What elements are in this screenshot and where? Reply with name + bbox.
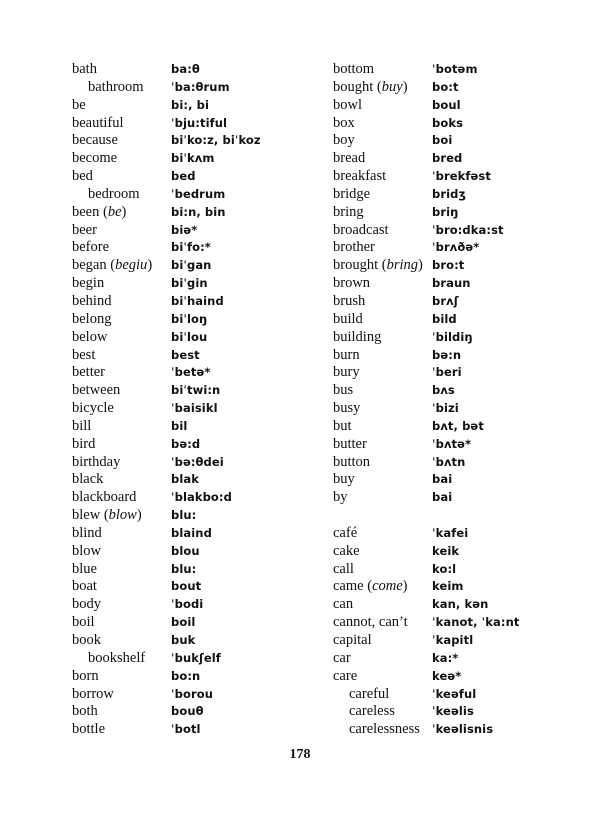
pronunciation: biˈloŋ xyxy=(171,311,208,326)
headword-text: behind xyxy=(72,292,112,309)
pronunciation: kan, kən xyxy=(432,597,489,612)
headword xyxy=(333,168,386,186)
headword xyxy=(72,489,136,507)
headword xyxy=(72,115,124,133)
pronunciation: bro:t xyxy=(432,258,465,273)
pronunciation: ˈborou xyxy=(171,686,214,701)
pronunciation: boks xyxy=(432,115,464,130)
headword-text: capital xyxy=(333,632,372,648)
headword-text: bicycle xyxy=(72,400,114,417)
pronunciation: bai xyxy=(432,490,453,505)
pronunciation: braun xyxy=(432,276,471,291)
pronunciation: ˈbʌtə* xyxy=(432,436,472,451)
headword-text: bird xyxy=(72,435,96,452)
headword xyxy=(72,632,101,650)
pronunciation: ˈbro:dka:st xyxy=(432,222,504,237)
headword-text: black xyxy=(72,471,104,488)
headword xyxy=(72,668,99,686)
headword xyxy=(72,721,105,739)
headword-text: brown xyxy=(333,275,371,292)
headword xyxy=(333,97,362,115)
headword-text: beer xyxy=(72,221,97,238)
headword-text: busy xyxy=(333,400,361,417)
pronunciation: ˈkafei xyxy=(432,525,469,540)
headword-text: can xyxy=(333,596,354,613)
headword-text: borrow xyxy=(72,685,114,702)
pronunciation: blak xyxy=(171,472,199,487)
headword-text: better xyxy=(72,364,106,381)
headword xyxy=(333,400,360,418)
pronunciation: bo:t xyxy=(432,79,459,94)
pronunciation: ˈkeəlisnis xyxy=(432,722,494,737)
headword-text: begin xyxy=(72,275,105,292)
pronunciation: bi:, bi xyxy=(171,97,210,112)
headword-text: be xyxy=(72,96,86,113)
headword-text: bathroom xyxy=(88,78,144,95)
headword-text: bath xyxy=(72,61,97,77)
pronunciation: ˈbə:θdei xyxy=(171,454,224,469)
headword xyxy=(72,222,97,240)
pronunciation: ˈbedrum xyxy=(171,186,226,201)
headword xyxy=(72,614,95,632)
pronunciation: biˈfo:* xyxy=(171,240,211,255)
headword xyxy=(72,347,95,365)
headword xyxy=(72,471,103,489)
headword-text: before xyxy=(72,239,110,256)
pronunciation: biˈlou xyxy=(171,329,208,344)
headword-text: careless xyxy=(349,703,395,720)
headword-text: bus xyxy=(333,382,354,399)
headword-text: book xyxy=(72,632,101,648)
headword: blew (blow) xyxy=(72,507,142,524)
headword-text: button xyxy=(333,453,371,470)
pronunciation: ba:θ xyxy=(171,62,200,76)
headword-text: both xyxy=(72,703,98,720)
headword-text: blind xyxy=(72,524,102,541)
pronunciation: ko:l xyxy=(432,561,457,576)
headword-text: cake xyxy=(333,542,360,559)
headword-text: blow xyxy=(72,542,101,559)
headword-text: belong xyxy=(72,310,112,327)
headword xyxy=(72,382,120,400)
headword xyxy=(88,79,144,97)
pronunciation: keə* xyxy=(432,668,462,683)
cross-reference: buy xyxy=(381,78,403,95)
headword-text: box xyxy=(333,114,355,131)
headword-text: carelessness xyxy=(349,721,420,738)
headword xyxy=(333,329,381,347)
headword xyxy=(333,311,363,329)
pronunciation: bo:n xyxy=(171,668,201,683)
headword xyxy=(88,650,145,668)
headword xyxy=(72,364,105,382)
pronunciation: ˈberi xyxy=(432,365,462,380)
pronunciation: ˈkanot, ˈka:nt xyxy=(432,615,520,630)
page-number: 178 xyxy=(289,747,311,762)
headword-text: but xyxy=(333,417,352,434)
cross-reference: be xyxy=(107,203,122,220)
pronunciation: blu: xyxy=(171,508,197,523)
headword-text: buy xyxy=(333,471,355,488)
headword xyxy=(72,525,102,543)
headword-text: butter xyxy=(333,435,367,452)
headword-text: boat xyxy=(72,578,97,595)
headword xyxy=(72,454,120,472)
headword xyxy=(72,311,111,329)
headword xyxy=(333,471,355,489)
headword xyxy=(333,293,365,311)
headword xyxy=(72,436,95,454)
pronunciation: ˈbizi xyxy=(432,401,459,416)
headword: been (be) xyxy=(72,203,127,220)
headword xyxy=(72,239,109,257)
headword-text: building xyxy=(333,328,382,345)
headword-text: breakfast xyxy=(333,168,387,185)
headword: brought (bring) xyxy=(333,257,423,274)
headword-text: car xyxy=(333,649,351,666)
headword-text: bridge xyxy=(333,185,371,202)
pronunciation: ˈbʌtn xyxy=(432,454,466,469)
headword-text: blew xyxy=(72,507,101,524)
headword xyxy=(333,239,375,257)
headword xyxy=(333,489,348,507)
headword xyxy=(349,721,420,739)
pronunciation: biˈgan xyxy=(171,258,212,273)
headword-text: body xyxy=(72,596,101,613)
pronunciation: ˈbodi xyxy=(171,597,204,612)
pronunciation: ˈbildiŋ xyxy=(432,329,473,344)
headword xyxy=(333,561,354,579)
pronunciation: ˈblakbo:d xyxy=(171,490,232,505)
headword xyxy=(72,418,91,436)
headword-text: bury xyxy=(333,364,360,381)
headword xyxy=(72,61,97,79)
headword: came (come) xyxy=(333,578,408,595)
headword xyxy=(72,97,86,115)
headword-text: brother xyxy=(333,239,375,256)
headword-text: bedroom xyxy=(88,185,140,202)
headword-text: boy xyxy=(333,132,355,149)
headword xyxy=(333,525,357,543)
headword xyxy=(333,596,353,614)
pronunciation: blou xyxy=(171,543,200,558)
headword xyxy=(333,347,360,365)
headword xyxy=(349,686,389,704)
pronunciation: briŋ xyxy=(432,204,459,219)
pronunciation: biˈtwi:n xyxy=(171,383,221,398)
headword-text: birthday xyxy=(72,453,121,470)
headword-text: café xyxy=(333,524,358,541)
headword-text: by xyxy=(333,489,348,506)
pronunciation: ˈbrʌðə* xyxy=(432,240,480,255)
headword-text: bottom xyxy=(333,61,375,77)
headword-text: burn xyxy=(333,346,360,363)
headword xyxy=(349,703,395,721)
headword xyxy=(333,650,351,668)
headword-text: build xyxy=(333,310,363,327)
headword xyxy=(72,150,117,168)
headword xyxy=(333,186,370,204)
cross-reference: begiu xyxy=(115,257,148,274)
headword-text: brush xyxy=(333,292,366,309)
headword-text: between xyxy=(72,382,121,399)
headword xyxy=(333,61,374,79)
headword: bought (buy) xyxy=(333,78,408,95)
pronunciation: bild xyxy=(432,311,457,326)
headword xyxy=(333,150,365,168)
pronunciation: boul xyxy=(432,97,461,112)
pronunciation: ˈbaisikl xyxy=(171,401,218,416)
pronunciation: ˈbotl xyxy=(171,722,201,737)
pronunciation: bred xyxy=(432,151,463,166)
pronunciation: bə:n xyxy=(432,347,462,362)
headword xyxy=(72,543,101,561)
headword-text: cannot, can’t xyxy=(333,614,408,631)
headword-text: care xyxy=(333,667,358,684)
cross-reference: blow xyxy=(108,507,137,524)
pronunciation: best xyxy=(171,347,200,362)
headword xyxy=(72,329,107,347)
headword xyxy=(72,686,114,704)
pronunciation: brʌʃ xyxy=(432,293,459,308)
pronunciation: keim xyxy=(432,579,464,594)
pronunciation: ˈbju:tiful xyxy=(171,115,228,130)
pronunciation: boil xyxy=(171,615,196,630)
headword-text: blackboard xyxy=(72,489,137,506)
headword-text: began xyxy=(72,257,107,274)
pronunciation: ˈkeəful xyxy=(432,686,477,701)
headword-text: broadcast xyxy=(333,221,389,238)
headword-text: bed xyxy=(72,168,93,185)
pronunciation: ka:* xyxy=(432,650,459,665)
pronunciation: ˈbetə* xyxy=(171,365,211,380)
pronunciation: bouθ xyxy=(171,704,204,719)
headword-text: because xyxy=(72,132,118,149)
headword xyxy=(333,632,372,650)
headword xyxy=(333,364,360,382)
headword xyxy=(333,543,360,561)
headword-text: bottle xyxy=(72,721,106,738)
headword-text: careful xyxy=(349,685,390,702)
headword-text: bread xyxy=(333,150,366,167)
pronunciation: ˈkeəlis xyxy=(432,704,474,719)
pronunciation: bout xyxy=(171,579,202,594)
pronunciation: bʌt, bət xyxy=(432,418,484,433)
headword xyxy=(333,382,353,400)
pronunciation: ˈbrekfəst xyxy=(432,169,491,184)
headword xyxy=(72,400,114,418)
cross-reference: bring xyxy=(386,257,418,274)
headword-text: bring xyxy=(333,203,364,220)
headword-text: call xyxy=(333,560,354,577)
headword xyxy=(333,222,389,240)
headword-text: came xyxy=(333,578,364,595)
pronunciation: ˈbotəm xyxy=(432,62,478,76)
headword-text: below xyxy=(72,328,108,345)
headword xyxy=(72,132,118,150)
pronunciation: biˈko:z, biˈkoz xyxy=(171,133,261,148)
pronunciation: blu: xyxy=(171,561,197,576)
headword-text: bill xyxy=(72,417,92,434)
headword xyxy=(333,275,370,293)
pronunciation: bə:d xyxy=(171,436,201,451)
headword xyxy=(333,204,364,222)
pronunciation: ˈbukʃelf xyxy=(171,650,221,665)
headword-text: born xyxy=(72,667,99,684)
headword: began (begiu) xyxy=(72,257,153,274)
pronunciation: bai xyxy=(432,472,453,487)
headword-text: beautiful xyxy=(72,114,124,131)
headword xyxy=(72,596,101,614)
pronunciation: blaind xyxy=(171,525,212,540)
headword xyxy=(333,418,352,436)
headword-text: become xyxy=(72,150,118,167)
pronunciation: bed xyxy=(171,169,196,184)
headword-text: bookshelf xyxy=(88,649,146,666)
pronunciation: ˈba:θrum xyxy=(171,79,230,94)
pronunciation: bil xyxy=(171,418,188,433)
headword-text: bowl xyxy=(333,96,362,113)
pronunciation: biˈhaind xyxy=(171,293,224,308)
headword xyxy=(333,668,357,686)
pronunciation: bʌs xyxy=(432,383,455,398)
headword-text: best xyxy=(72,346,96,363)
headword-text: boil xyxy=(72,614,95,631)
headword xyxy=(333,454,370,472)
headword-text: blue xyxy=(72,560,97,577)
headword xyxy=(88,186,140,204)
pronunciation: biˈgin xyxy=(171,276,208,291)
headword xyxy=(72,168,93,186)
headword xyxy=(72,275,104,293)
headword xyxy=(333,115,355,133)
headword xyxy=(333,436,367,454)
pronunciation: biˈkʌm xyxy=(171,151,215,166)
headword xyxy=(72,293,111,311)
headword xyxy=(333,614,408,632)
headword xyxy=(72,578,97,596)
headword-text: been xyxy=(72,203,100,220)
headword xyxy=(72,561,97,579)
headword xyxy=(333,132,355,150)
headword xyxy=(72,703,98,721)
pronunciation: buk xyxy=(171,633,196,647)
pronunciation: ˈkapitl xyxy=(432,633,474,647)
cross-reference: come xyxy=(372,578,403,595)
headword-text: brought xyxy=(333,257,379,274)
pronunciation: biə* xyxy=(171,222,198,237)
pronunciation: boi xyxy=(432,133,453,148)
pronunciation: bi:n, bin xyxy=(171,204,226,219)
headword-text: bought xyxy=(333,78,374,95)
pronunciation: keik xyxy=(432,543,460,558)
pronunciation: bridʒ xyxy=(432,186,466,201)
